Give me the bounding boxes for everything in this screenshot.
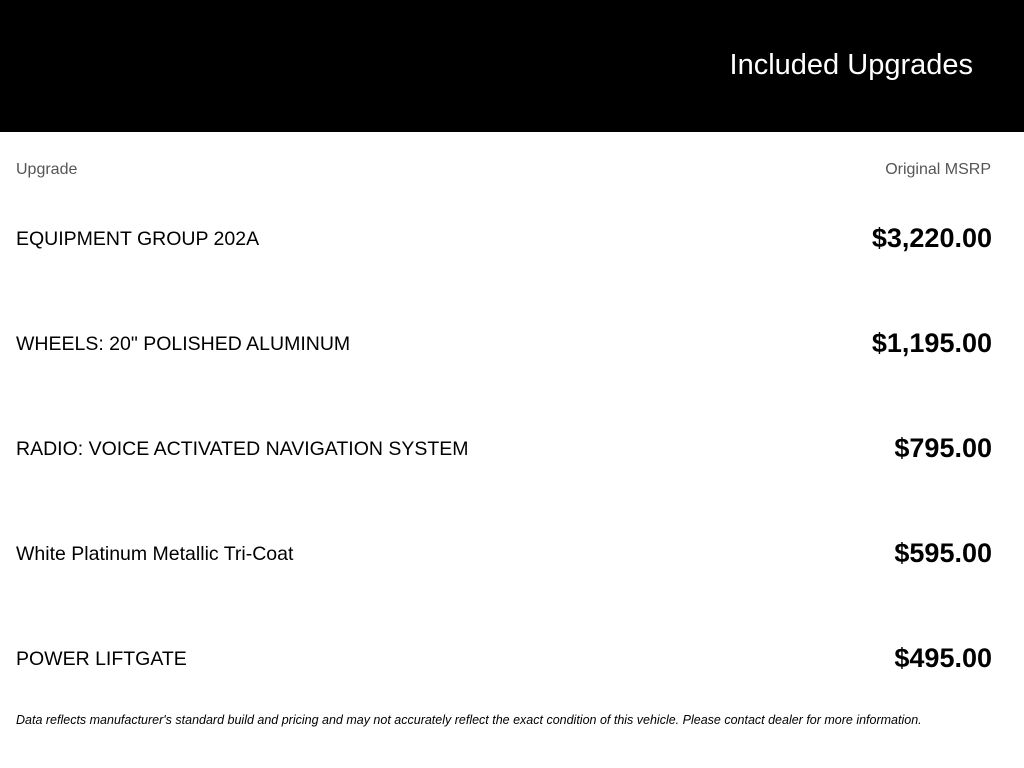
upgrade-name: White Platinum Metallic Tri-Coat [16,543,294,565]
column-header-upgrade: Upgrade [16,161,78,178]
upgrade-name: POWER LIFTGATE [16,648,187,670]
upgrade-price: $3,220.00 [871,223,992,253]
upgrade-row [0,218,1024,258]
upgrade-price: $1,195.00 [871,328,992,358]
upgrade-row [0,428,1024,468]
column-header-msrp: Original MSRP [885,161,991,178]
upgrade-name: EQUIPMENT GROUP 202A [16,228,260,250]
header-banner [0,0,1024,132]
upgrade-name: RADIO: VOICE ACTIVATED NAVIGATION SYSTEM [16,438,469,460]
upgrade-price: $795.00 [894,433,992,463]
upgrade-price: $595.00 [894,538,992,568]
disclaimer-text: Data reflects manufacturer's standard build and pricing and may not accurately reflect the exact condition of this vehicle. Please contact dealer for more information. [16,713,922,727]
page-title: Included Upgrades [729,49,973,81]
upgrade-price: $495.00 [894,643,992,673]
upgrade-row [0,323,1024,363]
upgrade-name: WHEELS: 20" POLISHED ALUMINUM [16,333,351,355]
upgrade-row [0,533,1024,573]
upgrade-row [0,638,1024,678]
